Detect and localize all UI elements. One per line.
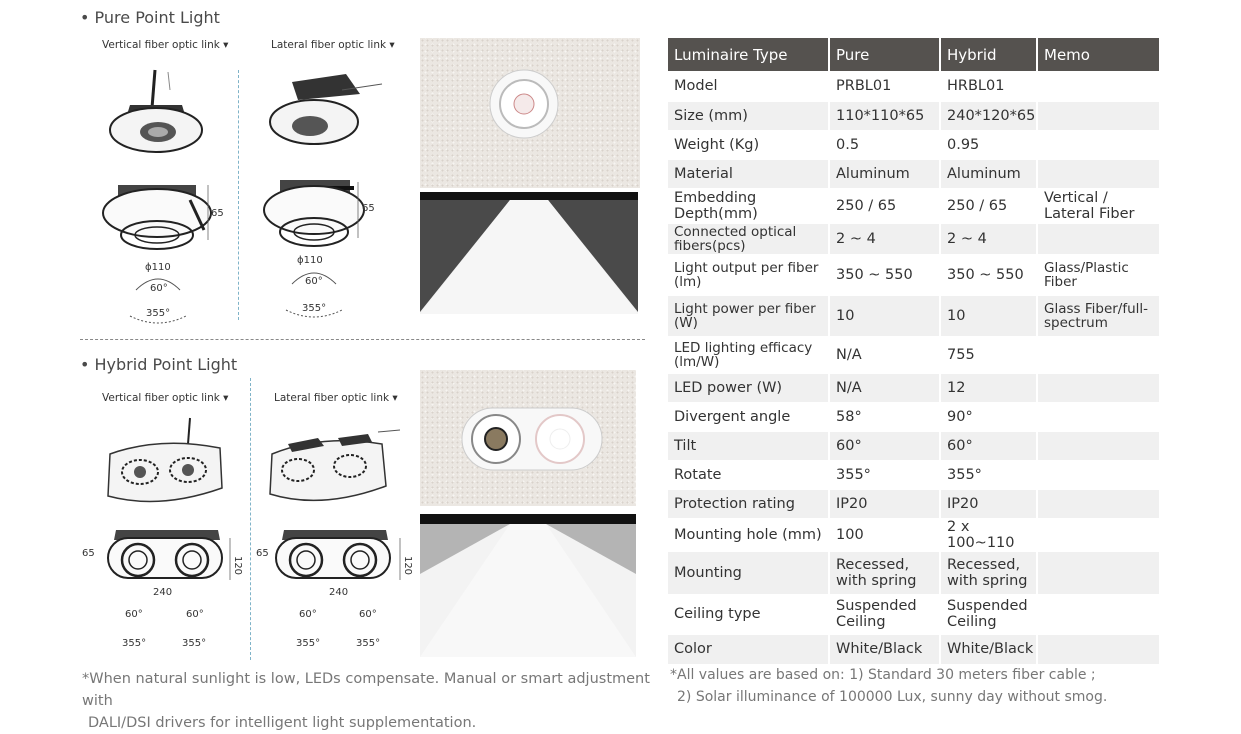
hybrid-divider [250, 378, 251, 660]
left-footnote-line1: *When natural sunlight is low, LEDs compensate. Manual or smart adjustment with [82, 671, 650, 709]
pure-value: N/A [829, 373, 940, 402]
memo-value [1037, 159, 1160, 188]
hybrid-lateral-label: Lateral fiber optic link ▾ [274, 392, 398, 404]
pure-beam-cone [420, 192, 638, 314]
hybrid-value: Aluminum [940, 159, 1037, 188]
table-row [668, 431, 1160, 460]
pure-diameter-dim-b: ɸ110 [297, 255, 323, 266]
pure-value: Recessed, with spring [829, 551, 940, 594]
memo-value: Glass Fiber/full-spectrum [1037, 295, 1160, 336]
hybrid-value: 12 [940, 373, 1037, 402]
row-label: Ceiling type [668, 594, 829, 634]
spec-header-row [668, 38, 1160, 71]
memo-value [1037, 101, 1160, 130]
header-luminaire-type: Luminaire Type [668, 38, 829, 71]
table-row [668, 130, 1160, 159]
hybrid-vertical-label: Vertical fiber optic link ▾ [102, 392, 229, 404]
pure-value: 355° [829, 460, 940, 489]
table-row [668, 223, 1160, 254]
memo-value [1037, 594, 1160, 634]
memo-value [1037, 223, 1160, 254]
hybrid-tilt-b1: 60° [299, 609, 317, 620]
row-label: Protection rating [668, 489, 829, 518]
pure-value: 110*110*65 [829, 101, 940, 130]
hybrid-value: 350 ~ 550 [940, 254, 1037, 295]
hybrid-section-title: • Hybrid Point Light [80, 355, 238, 374]
header-memo: Memo [1037, 38, 1160, 71]
pure-value: 100 [829, 518, 940, 551]
table-row [668, 518, 1160, 551]
pure-value: 350 ~ 550 [829, 254, 940, 295]
memo-value [1037, 71, 1160, 101]
row-label: Mounting hole (mm) [668, 518, 829, 551]
table-row [668, 336, 1160, 373]
table-row [668, 402, 1160, 431]
row-label: Size (mm) [668, 101, 829, 130]
pure-beam-render [420, 192, 638, 314]
hybrid-value: Suspended Ceiling [940, 594, 1037, 634]
row-label: Material [668, 159, 829, 188]
pure-angle-arcs-a [124, 272, 194, 332]
row-label: LED power (W) [668, 373, 829, 402]
table-row [668, 460, 1160, 489]
hybrid-tilt-a1: 60° [125, 609, 143, 620]
pure-height-dim-a: 65 [211, 208, 224, 219]
pure-tilt-b: 60° [305, 276, 323, 287]
memo-value [1037, 336, 1160, 373]
row-label: Divergent angle [668, 402, 829, 431]
section-divider [80, 339, 645, 340]
row-label: LED lighting efficacy (lm/W) [668, 336, 829, 373]
pure-height-dim-b: 65 [362, 203, 375, 214]
memo-value [1037, 373, 1160, 402]
hybrid-rotate-a2: 355° [182, 638, 207, 649]
row-label: Mounting [668, 551, 829, 594]
hybrid-height-dim-a: 65 [82, 548, 95, 559]
hybrid-value: 240*120*65 [940, 101, 1037, 130]
table-row [668, 373, 1160, 402]
hybrid-value: 2 x 100~110 [940, 518, 1037, 551]
pure-value: 250 / 65 [829, 188, 940, 223]
pure-rotate-b: 355° [302, 303, 327, 314]
hybrid-width-dim-b: 240 [329, 587, 349, 598]
memo-value: Vertical / Lateral Fiber [1037, 188, 1160, 223]
hybrid-height-dim-b: 65 [256, 548, 269, 559]
row-label: Model [668, 71, 829, 101]
memo-value [1037, 431, 1160, 460]
pure-value: Suspended Ceiling [829, 594, 940, 634]
hybrid-value: 0.95 [940, 130, 1037, 159]
hybrid-ceiling-photo [420, 370, 636, 506]
pure-value: 2 ~ 4 [829, 223, 940, 254]
right-footnote-line1: *All values are based on: 1) Standard 30 meters fiber cable ; [670, 667, 1096, 683]
memo-value: Glass/Plastic Fiber [1037, 254, 1160, 295]
memo-value [1037, 634, 1160, 664]
hybrid-value: 2 ~ 4 [940, 223, 1037, 254]
row-label: Embedding Depth(mm) [668, 188, 829, 223]
hybrid-width-dim-a: 240 [153, 587, 173, 598]
hybrid-value: 755 [940, 336, 1037, 373]
table-row [668, 71, 1160, 101]
row-label: Color [668, 634, 829, 664]
pure-vertical-label: Vertical fiber optic link ▾ [102, 39, 229, 51]
row-label: Connected optical fibers(pcs) [668, 223, 829, 254]
table-row [668, 254, 1160, 295]
pure-divider [238, 70, 239, 320]
pure-value: White/Black [829, 634, 940, 664]
row-label: Light output per fiber (lm) [668, 254, 829, 295]
memo-value [1037, 130, 1160, 159]
pure-section-title: • Pure Point Light [80, 8, 220, 27]
hybrid-beam-render [420, 514, 636, 657]
table-row [668, 159, 1160, 188]
pure-lateral-label: Lateral fiber optic link ▾ [271, 39, 395, 51]
pure-value: 60° [829, 431, 940, 460]
row-label: Weight (Kg) [668, 130, 829, 159]
right-footnote-line2: 2) Solar illuminance of 100000 Lux, sunny day without smog. [677, 689, 1108, 705]
table-row [668, 489, 1160, 518]
pure-tilt-a: 60° [150, 283, 168, 294]
hybrid-value: 60° [940, 431, 1037, 460]
hybrid-rotate-b1: 355° [296, 638, 321, 649]
hybrid-value: 10 [940, 295, 1037, 336]
table-row [668, 594, 1160, 634]
hybrid-value: 90° [940, 402, 1037, 431]
hybrid-beam-cone [420, 514, 636, 657]
hybrid-fixture-icon [420, 370, 636, 506]
table-row [668, 188, 1160, 223]
hybrid-rotate-a1: 355° [122, 638, 147, 649]
pure-value: N/A [829, 336, 940, 373]
hybrid-value: White/Black [940, 634, 1037, 664]
pure-rotate-a: 355° [146, 308, 171, 319]
table-row [668, 551, 1160, 594]
hybrid-tilt-b2: 60° [359, 609, 377, 620]
right-footnote [670, 664, 1190, 708]
pure-ceiling-photo [420, 38, 640, 188]
hybrid-depth-dim-a: 120 [232, 555, 244, 576]
row-label: Rotate [668, 460, 829, 489]
memo-value [1037, 551, 1160, 594]
row-label: Light power per fiber (W) [668, 295, 829, 336]
pure-value: 58° [829, 402, 940, 431]
memo-value [1037, 489, 1160, 518]
memo-value [1037, 518, 1160, 551]
spec-table [668, 38, 1161, 665]
pure-value: 0.5 [829, 130, 940, 159]
header-pure: Pure [829, 38, 940, 71]
hybrid-value: Recessed, with spring [940, 551, 1037, 594]
table-row [668, 295, 1160, 336]
hybrid-value: 355° [940, 460, 1037, 489]
hybrid-depth-dim-b: 120 [402, 555, 414, 576]
header-hybrid: Hybrid [940, 38, 1037, 71]
hybrid-tilt-a2: 60° [186, 609, 204, 620]
row-label: Tilt [668, 431, 829, 460]
hybrid-rotate-b2: 355° [356, 638, 381, 649]
left-footnote [82, 668, 652, 734]
table-row [668, 634, 1160, 664]
left-footnote-line2: DALI/DSI drivers for intelligent light supplementation. [88, 715, 477, 731]
pure-value: PRBL01 [829, 71, 940, 101]
pure-value: IP20 [829, 489, 940, 518]
pure-value: 10 [829, 295, 940, 336]
table-row [668, 101, 1160, 130]
pure-diameter-dim-a: ɸ110 [145, 262, 171, 273]
memo-value [1037, 402, 1160, 431]
pure-fixture-icon [420, 38, 640, 188]
pure-value: Aluminum [829, 159, 940, 188]
hybrid-value: 250 / 65 [940, 188, 1037, 223]
hybrid-value: HRBL01 [940, 71, 1037, 101]
pure-angle-arcs-b [280, 266, 350, 326]
hybrid-value: IP20 [940, 489, 1037, 518]
memo-value [1037, 460, 1160, 489]
